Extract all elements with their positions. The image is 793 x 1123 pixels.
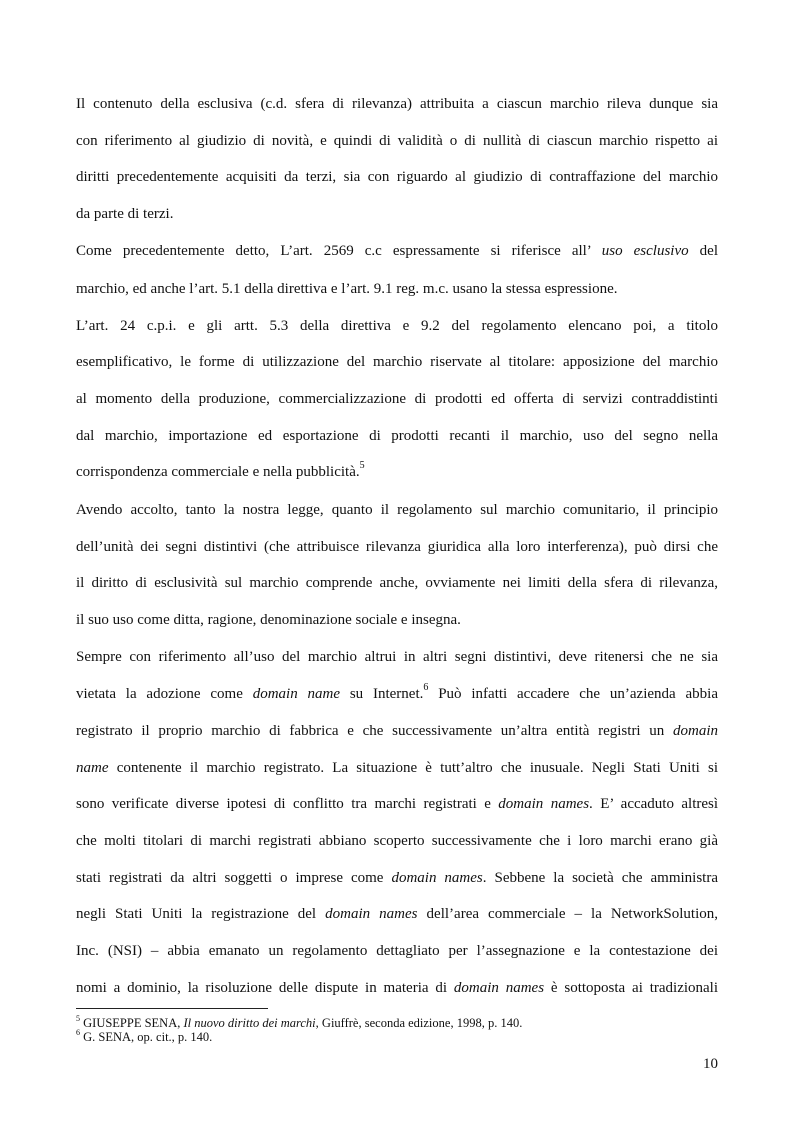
body-line-10: dal marchio, importazione ed esportazione di prodotti recanti il marchio, uso del segno nella [76, 428, 718, 444]
body-line-6: marchio, ed anche l’art. 5.1 della direttiva e l’art. 9.1 reg. m.c. usano la stessa espressione. [76, 281, 618, 297]
footnote-separator [76, 1008, 268, 1009]
body-line-15: il suo uso come ditta, ragione, denominazione sociale e insegna. [76, 612, 461, 628]
body-line-22: stati registrati da altri soggetti o imprese come domain names. Sebbene la società che amministra [76, 870, 718, 886]
body-line-16: Sempre con riferimento all’uso del marchio altrui in altri segni distintivi, deve ritenersi che ne sia [76, 649, 718, 665]
footnote-ref-5: 5 [359, 460, 365, 471]
body-line-17: vietata la adozione come domain name su Internet.$^6$ Può infatti accadere che un’azienda abbia [76, 682, 718, 702]
body-line-19: name contenente il marchio registrato. La situazione è tutt’altro che inusuale. Negli Stati Uniti si [76, 760, 718, 776]
footnote-6: $^6$ G. SENA, op. cit., p. 140. [76, 1027, 213, 1044]
body-line-14: il diritto di esclusività sul marchio comprende anche, ovviamente nei limiti della sfera di rilevanza, [76, 575, 718, 591]
body-line-1: Il contenuto della esclusiva (c.d. sfera di rilevanza) attribuita a ciascun marchio rileva dunque sia [76, 96, 718, 112]
body-line-13: dell’unità dei segni distintivi (che attribuisce rilevanza giuridica alla loro interferenza), può dirsi che [76, 539, 718, 555]
body-line-9: al momento della produzione, commercializzazione di prodotti ed offerta di servizi contraddistinti [76, 391, 718, 407]
body-line-11: corrispondenza commerciale e nella pubblicità.$^5$ [76, 460, 365, 480]
page-number: 10 [703, 1056, 718, 1072]
body-line-21: che molti titolari di marchi registrati abbiano scoperto successivamente che i loro marchi erano già [76, 833, 718, 849]
body-line-3: diritti precedentemente acquisiti da terzi, sia con riguardo al giudizio di contraffazione del marchio [76, 169, 718, 185]
body-line-12: Avendo accolto, tanto la nostra legge, quanto il regolamento sul marchio comunitario, il principio [76, 502, 718, 518]
footnote-5: $^5$ GIUSEPPE SENA, Il nuovo diritto dei marchi, Giuffrè, seconda edizione, 1998, p. 140. [76, 1013, 523, 1030]
body-line-7: L’art. 24 c.p.i. e gli artt. 5.3 della direttiva e 9.2 del regolamento elencano poi, a titolo [76, 318, 718, 334]
emphasis-uso-esclusivo: uso esclusivo [601, 243, 689, 259]
body-line-25: nomi a dominio, la risoluzione delle dispute in materia di domain names è sottoposta ai tradizionali [76, 980, 719, 996]
body-line-2: con riferimento al giudizio di novità, e quindi di validità o di nullità di ciascun marchio rispetto ai [76, 133, 718, 149]
footnote-ref-6: 6 [423, 682, 429, 693]
body-line-24: Inc. (NSI) – abbia emanato un regolamento dettagliato per l’assegnazione e la contestazione dei [76, 943, 718, 959]
body-line-18: registrato il proprio marchio di fabbrica e che successivamente un’altra entità registri un domain [76, 723, 718, 739]
body-line-8: esemplificativo, le forme di utilizzazione del marchio riservate al titolare: apposizione del marchio [76, 354, 718, 370]
body-line-5: Come precedentemente detto, L’art. 2569 c.c espressamente si riferisce all’ uso esclusivo del [76, 243, 719, 259]
body-line-4: da parte di terzi. [76, 206, 174, 222]
body-line-20: sono verificate diverse ipotesi di conflitto tra marchi registrati e domain names. E’ accaduto altresì [76, 796, 719, 812]
body-line-23: negli Stati Uniti la registrazione del domain names dell’area commerciale – la NetworkSolution, [76, 906, 718, 922]
